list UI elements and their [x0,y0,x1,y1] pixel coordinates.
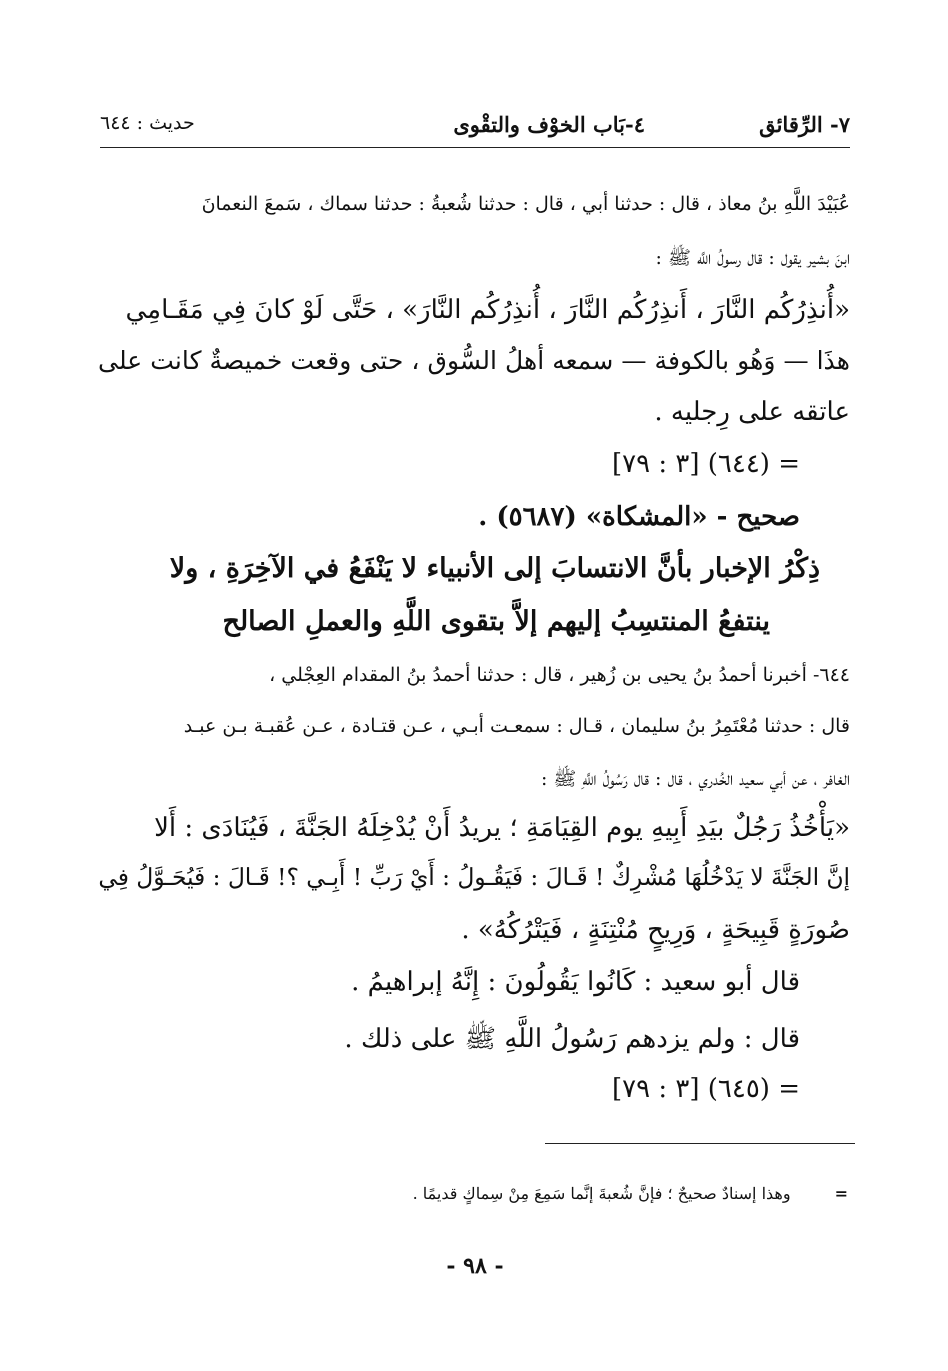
footnote-text: وهذا إسنادٌ صحيحٌ ؛ فإنَّ شُعبةَ إنَّما سَمِعَ مِنْ سِماكٍ قديمًا . [412,1184,791,1203]
isnad-643-line-2: ابنَ بشير يقول : قال رسولُ اللَّه ﷺ : [655,247,850,269]
matn-644-line-1: «يَأْخُذُ رَجُلٌ بيَدِ أَبِيهِ يوم القِيَامَةِ ؛ يريدُ أَنْ يُدْخِلَهُ الجَنَّةَ ، فَيُنَادَى : أَلا [154,813,850,843]
heading-line-1: ذِكْرُ الإخبار بأنَّ الانتسابَ إلى الأنبياء لا يَنْفَعُ في الآخِرَةِ ، ولا [169,553,820,584]
cross-reference-643: = (٦٤٤) [٣ : ٧٩] [611,449,800,479]
section-title: ٤-بَاب الخوْف والتقْوى [453,112,645,137]
running-header [100,108,850,144]
heading-line-2: ينتفعُ المنتسِبُ إليهم إلاَّ بتقوى اللَّهِ والعملِ الصالح [222,606,770,637]
narrator-addition: قال : ولم يزدهم رَسُولُ اللَّهِ ﷺ على ذلك . [344,1024,800,1054]
grading-643: صحيح - «المشكاة» (٥٦٨٧) . [478,502,800,532]
hadith-number: حديث : ٦٤٤ [100,112,195,134]
matn-643-line-1: «أُنذِرُكُم النَّارَ ، أَنذِرُكُم النَّارَ ، أُنذِرُكُم النَّارَ» ، حَتَّى لَوْ كانَ فِي مَقَـامِي [125,295,850,325]
matn-644-line-2: إنَّ الجَنَّةَ لا يَدْخُلُهَا مُشْرِكٌ ! قَـالَ : فَيَقُـولُ : أَيْ رَبِّ ! أَبِـي ؟! قَـالَ : فَيُحَـوَّلُ فِي [98,864,850,891]
cross-reference-644: = (٦٤٥) [٣ : ٧٩] [611,1074,800,1104]
chapter-title: ٧- الرِّقائق [759,112,850,137]
isnad-644-line-3: الغافر ، عن أبي سعيد الخُدري ، قال : قال رَسُولُ اللَّهِ ﷺ : [540,768,850,790]
matn-644-line-3: صُورَةٍ قَبِيحَةٍ ، وَرِيحٍ مُنْتِنَةٍ ، فَيَتْرُكُهُ» . [461,915,850,945]
footnote-marker: = [834,1184,848,1203]
header-divider [100,147,850,148]
matn-643-line-2: هذَا — وَهُو بالكوفة — سمعه أهلُ السُّوق ، حتى وقعت خميصةٌ كانت على [98,346,850,375]
isnad-643-line-1: عُبَيْدَ اللَّهِ بنُ معاذ ، قال : حدثنا أبي ، قال : حدثنا شُعبةُ : حدثنا سماك ، سَمعَ النعمانَ [201,193,850,215]
footnote-divider [545,1143,855,1144]
isnad-644-line-1: ٦٤٤- أخبرنا أحمدُ بنُ يحيى بن زُهير ، قال : حدثنا أحمدُ بنُ المقدام العِجْلي ، [269,664,850,686]
matn-643-line-3: عاتقه على رِجليه . [654,397,850,427]
page-number: - ٩٨ - [446,1253,504,1279]
narrator-comment: قال أبو سعيد : كَانُوا يَقُولُونَ : إِنَّهُ إبراهيمُ . [351,967,800,997]
footnote [413,1184,848,1203]
isnad-644-line-2: قال : حدثنا مُعْتَمِرُ بنُ سليمان ، قـال : سمعـت أبـي ، عـن قتـادة ، عـن عُقبـة بـن عبـد [183,715,850,737]
